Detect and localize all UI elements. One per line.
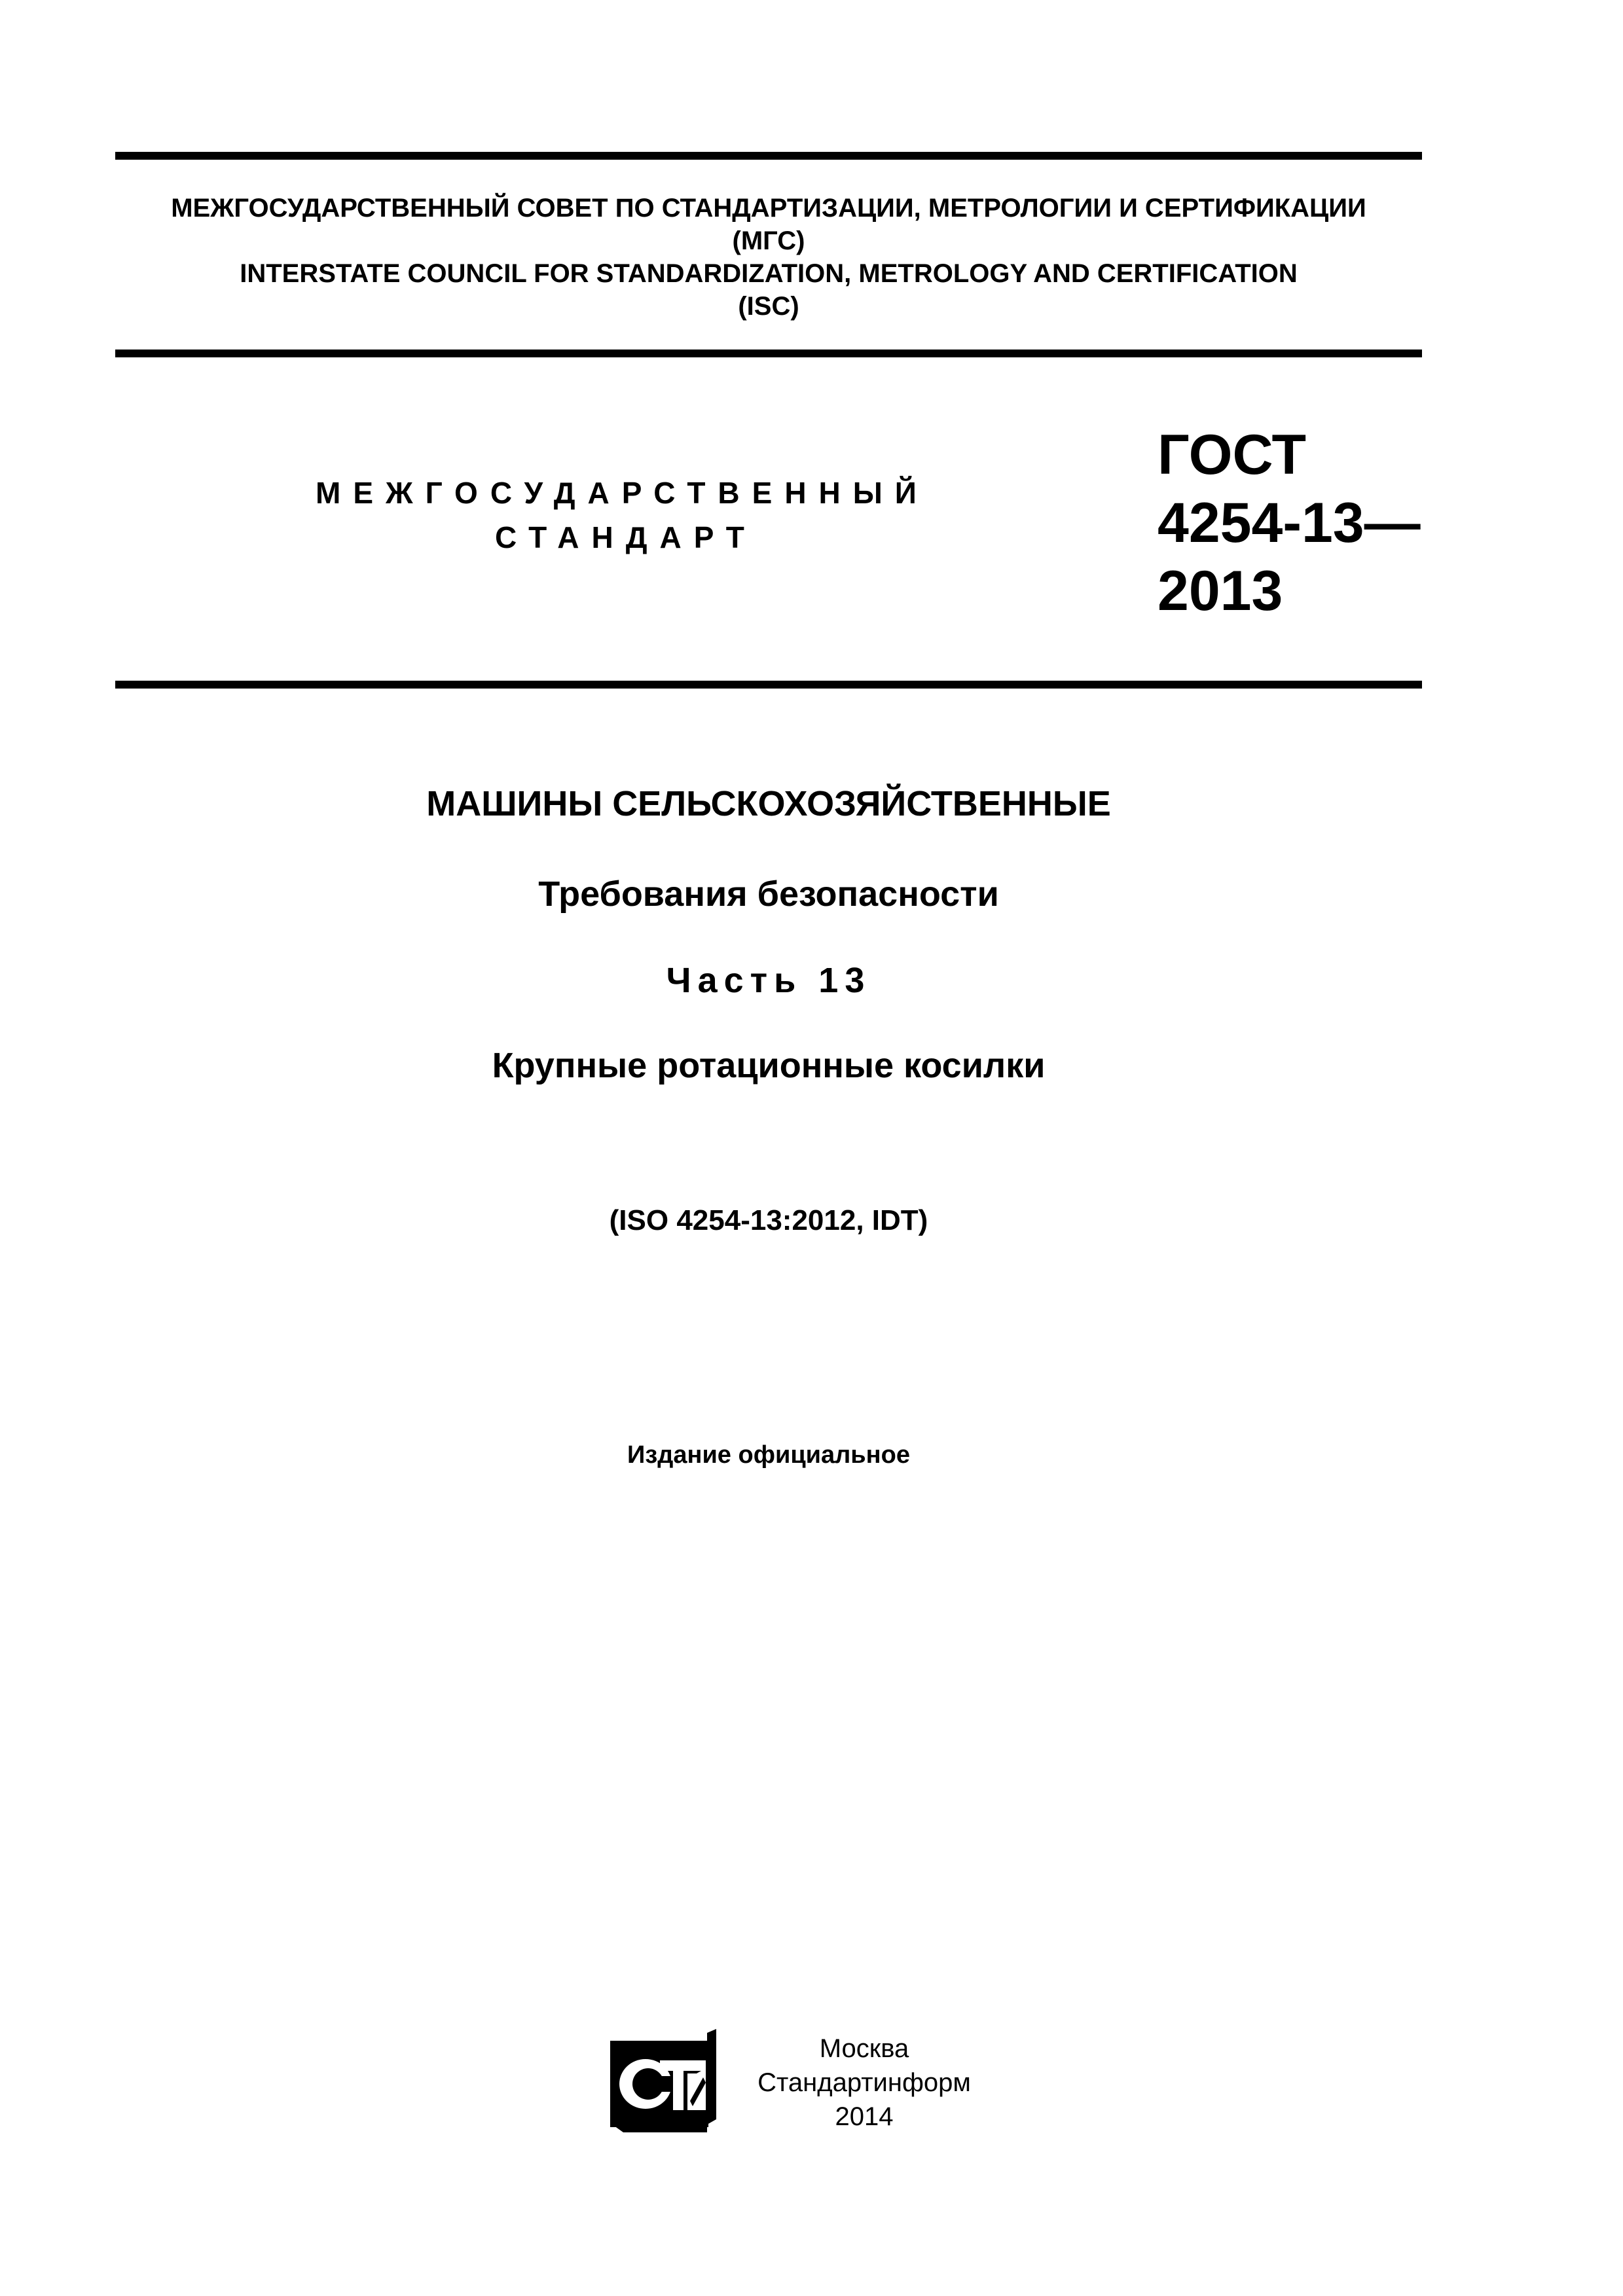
standard-type-line2: СТАНДАРТ [495, 520, 757, 554]
publisher-year: 2014 [835, 2102, 894, 2131]
gost-prefix: ГОСТ [1158, 423, 1307, 486]
designation-rule [115, 681, 1422, 689]
gost-number: 4254-13— [1158, 492, 1421, 554]
council-abbr-en: (ISC) [738, 292, 799, 321]
standartinform-logo-icon [609, 2028, 719, 2135]
gost-year: 2013 [1158, 560, 1283, 622]
council-name-en: INTERSTATE COUNCIL FOR STANDARDIZATION, METROLOGY AND CERTIFICATION [240, 259, 1298, 288]
edition-note: Издание официальное [627, 1441, 910, 1469]
document-subtitle: Требования безопасности [538, 874, 999, 914]
iso-reference: (ISO 4254-13:2012, IDT) [609, 1204, 928, 1236]
council-abbr-ru: (МГС) [732, 226, 805, 255]
document-title: МАШИНЫ СЕЛЬСКОХОЗЯЙСТВЕННЫЕ [426, 784, 1111, 823]
part-number: Часть 13 [666, 961, 871, 1000]
part-title: Крупные ротационные косилки [492, 1046, 1046, 1085]
council-name-ru: МЕЖГОСУДАРСТВЕННЫЙ СОВЕТ ПО СТАНДАРТИЗАЦИИ, МЕТРОЛОГИИ И СЕРТИФИКАЦИИ [171, 194, 1366, 223]
header-rule [115, 350, 1422, 357]
standard-type-line1: МЕЖГОСУДАРСТВЕННЫЙ [316, 476, 929, 510]
publisher-name: Стандартинформ [757, 2068, 971, 2097]
top-rule [115, 152, 1422, 160]
publisher-city: Москва [819, 2034, 909, 2063]
